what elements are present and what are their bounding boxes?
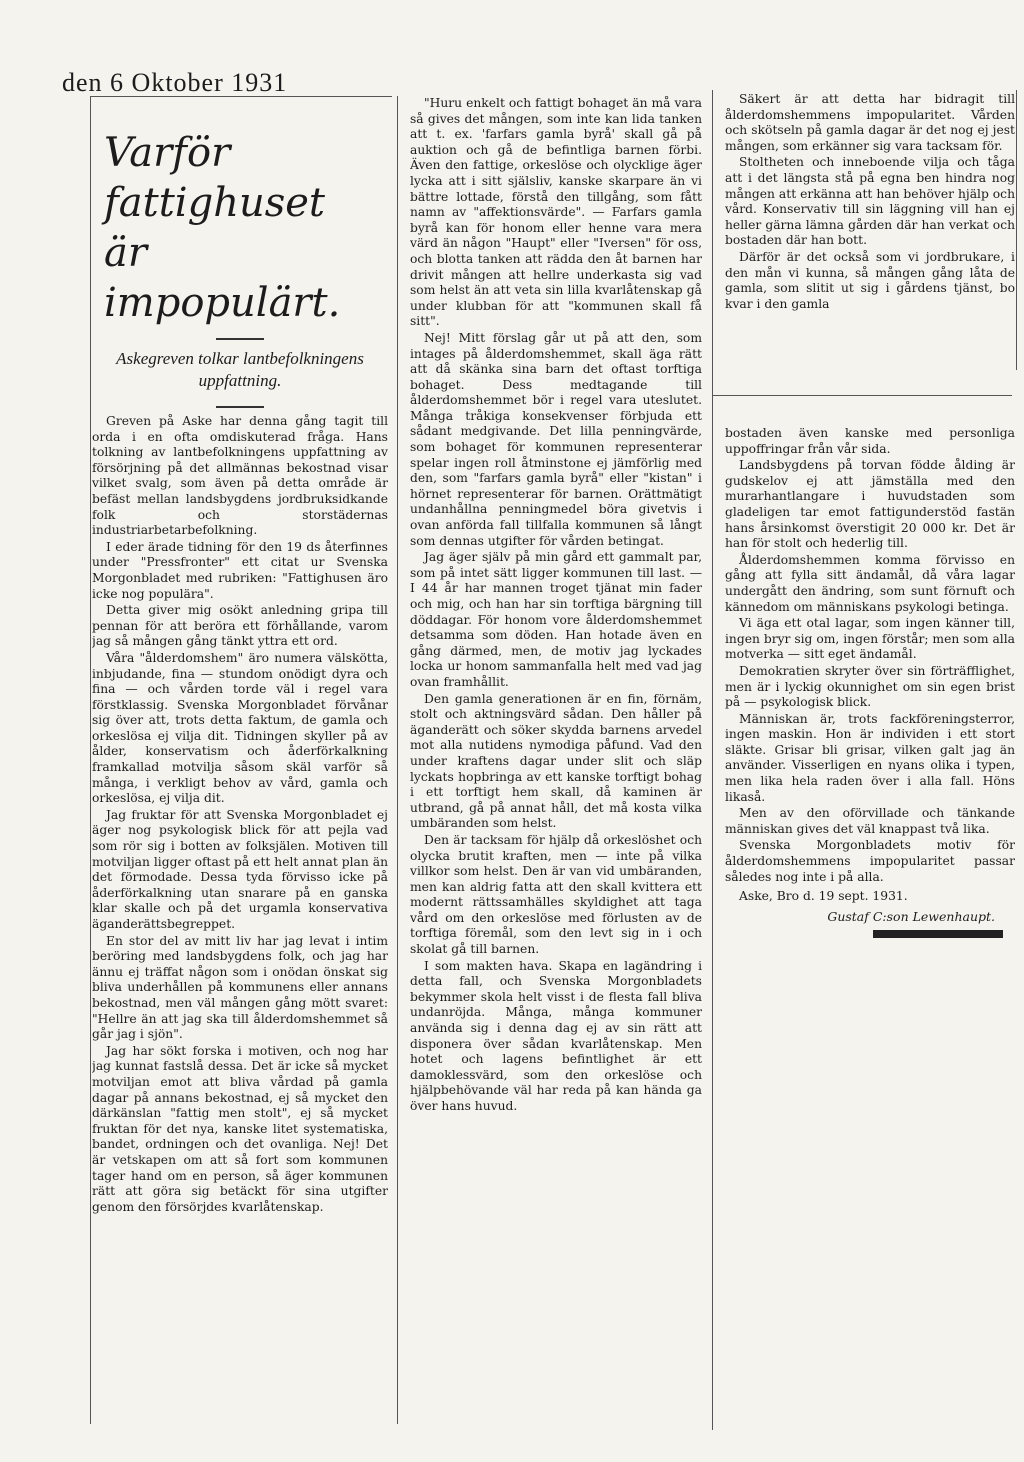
paragraph: "Huru enkelt och fattigt bohaget än må vara så gives det mången, som inte kan lida tanken att t. ex. 'farfars gamla byrå' skall gå på auktion och gå de befintliga barnen förbi. Även den fattige, orkeslöse och olycklige äger lycka att i sitt själsliv, kanske skarpare än vi bättre lottade, förstå den tillgång, som fått namn av "affektionsvärde". — Farfars gamla byrå kan för honom eller henne vara mera värd än någon "Haupt" eller "Iversen" för oss, och blotta tanken att rädda den åt barnen har drivit mången att hellre underkasta sig vad som helst än att veta sin lilla kvarlåtenskap gå under klubban för att "kommunen skall få sitt". bbox=[410, 96, 702, 329]
paragraph: Jag fruktar för att Svenska Morgonbladet ej äger nog psykologisk blick för att pejla vad som rör sig i botten av folksjälen. Motiven till motviljan ligger oftast på ett helt annat plan än det förmodade. Dessa tyda förvisso icke på åderförkalkning utan snarare på en ganska klar skalle och på det urgamla konservativa äganderättsbegreppet. bbox=[92, 807, 388, 931]
column-1 bbox=[92, 106, 388, 1424]
paragraph: En stor del av mitt liv har jag levat i intim beröring med landsbygdens folk, och jag har ännu ej träffat någon som i onödan önskat sig bliva underhållen på kommunens eller annans bekostnad, men väl mången gång mött svaret: "Hellre än att jag ska till ålderdomshemmet så går jag i sjön". bbox=[92, 933, 388, 1042]
paragraph: Nej! Mitt förslag går ut på att den, som intages på ålderdomshemmet, skall äga rätt att då skänka sina barn det oftast torftiga bohaget. Dess medtagande till ålderdomshemmet bör i regel vara uteslutet. Många tråkiga konsekvenser förbjuda ett sådant medgivande. Det lilla penningvärde, som bohaget för kommunen representerar spelar ingen roll åtminstone ej jämförlig med den, som "farfars gamla byrå" eller "kistan" i hörnet representerar för barnen. Orättmätigt undanhållna penningmedel böra givetvis i ovan anförda fall tillfalla kommunen så långt som dennas utgifter för vården betingat. bbox=[410, 330, 702, 548]
headline-line-2: är impopulärt. bbox=[104, 230, 341, 326]
paragraph: Jag äger själv på min gård ett gammalt par, som på intet sätt ligger kommunen till last. — I 44 år har mannen troget tjänat min fader och mig, och han har sin torftiga bärgning till döddagar. För honom vore ålderdomshemmet detsamma som döden. Han hotade även en gång därmed, men, de motiv jag lyckades locka ur honom sammanfalla helt med vad jag ovan framhållit. bbox=[410, 550, 702, 689]
column-rule-right bbox=[1016, 90, 1017, 370]
paragraph: Greven på Aske har denna gång tagit till orda i en ofta omdiskuterad fråga. Hans tolkning av lantbefolkningens uppfattning av försörjning på det allmännas bekostnad visar vilket svalg, som även på detta område är befäst mellan landsbygdens jordbruksidkande folk och storstädernas industriarbetarbefolkning. bbox=[92, 414, 388, 538]
paragraph: Men av den oförvillade och tänkande människan gives det väl knappast två lika. bbox=[725, 806, 1015, 836]
paragraph: Ålderdomshemmen komma förvisso en gång att fylla sitt ändamål, då våra lagar undergått den ändring, som sunt förnuft och kännedom om människans psykologi betinga. bbox=[725, 552, 1015, 614]
paragraph: Landsbygdens på torvan födde ålding är gudskelov ej att jämställa med den murarhantlangare i huvudstaden som gladeligen tar emot fattigunderstöd fastän hans årsinkomst överstigit 20 000 kr. Det är han för stolt och hederlig till. bbox=[725, 458, 1015, 551]
top-rule bbox=[90, 96, 392, 97]
column-3-top bbox=[725, 92, 1015, 372]
paragraph: Människan är, trots fackföreningsterror, ingen maskin. Hon är individen i ett stort släkte. Grisar bli grisar, vilken galt jag än använder. Visserligen en nyans olika i typen, men lika hela raden över i alla fall. Höns likaså. bbox=[725, 711, 1015, 804]
column-rule-2 bbox=[712, 90, 713, 1430]
paragraph: Detta giver mig osökt anledning gripa till pennan för att beröra ett förhållande, varom jag så mången gång tänkt yttra ett ord. bbox=[92, 603, 388, 649]
paragraph: Säkert är att detta har bidragit till ålderdomshemmens impopularitet. Vården och skötseln på gamla dagar är det nog ej jest mången, som erkänner sig vara tacksam för. bbox=[725, 92, 1015, 153]
paragraph: I eder ärade tidning för den 19 ds återfinnes under "Pressfronter" ett citat ur Svenska Morgonbladet med rubriken: "Fattighusen äro icke nog populära". bbox=[92, 539, 388, 601]
paragraph: Stoltheten och inneboende vilja och tåga att i det längsta stå på egna ben hindra nog mången att erkänna att han behöver hjälp och vård. Konservativ till sin läggning vill han ej heller gärna lämna gården där han verkat och bostaden där han bott. bbox=[725, 155, 1015, 248]
subhead-divider bbox=[216, 406, 264, 408]
paragraph: Den gamla generationen är en fin, förnäm, stolt och aktningsvärd sådan. Den håller på äganderätt och söker skydda barnens arvedel mot alla nutidens nymodiga påfund. Vad den under kraftens dagar under slit och släp lyckats hopbringa av ett kanske torftigt bohag i ett torftigt hem skall, då kaminen är utbrand, gå på annat håll, det må kosta vilka umbäranden som helst. bbox=[410, 691, 702, 831]
paragraph: Våra "ålderdomshem" äro numera välskötta, inbjudande, fina — stundom onödigt dyra och fina — och vården torde väl i regel vara förstklassig. Svenska Morgonbladet förvånar sig över att, trots detta faktum, de gamla och orkeslösa ej vilja dit. Tidningen skyller på av ålder, konservatism och åderförkalkning framkallad motvilja såsom skäl varför så många, i verkligt behov av vård, gamla och orkeslösa, ej vilja dit. bbox=[92, 650, 388, 806]
end-bar bbox=[873, 930, 1003, 938]
paragraph: Demokratien skryter över sin förträfflighet, men är i lyckig okunnighet om sin egen brist på — psykologisk blick. bbox=[725, 663, 1015, 710]
column-2 bbox=[410, 96, 702, 1430]
subheadline: Askegreven tolkar lantbefolkningens uppfattning. bbox=[116, 349, 364, 390]
column-rule-1 bbox=[397, 96, 398, 1424]
paragraph: Den är tacksam för hjälp då orkeslöshet och olycka brutit kraften, men — inte på vilka villkor som helst. Den är van vid umbäranden, men kan aldrig fatta att den skall kvittera ett modernt rättssamhälles skyldighet att taga vård om den orkeslöse med förlusten av de torftiga föremål, som den levt sig in i och skolat gå till barnen. bbox=[410, 832, 702, 957]
paragraph: Därför är det också som vi jordbrukare, i den mån vi kunna, så mången gång låta de gamla, som slitit ut sig i gårdens tjänst, bo kvar i den gamla bbox=[725, 249, 1015, 311]
paragraph: Jag har sökt forska i motiven, och nog har jag kunnat fastslå dessa. Det är icke så mycket motviljan emot att bliva vårdad på gamla dagar på annans bekostnad, ej så mycket den därkänslan "fattig men stolt", ej så mycket fruktan för det nya, kanske litet systematiska, bandet, ordningen och det ovanliga. Nej! Det är vetskapen om att så fort som kommunen tager hand om en person, så äger kommunen rätt att göra sig betäckt för sina utgifter genom den försörjdes kvarlåtenskap. bbox=[92, 1043, 388, 1214]
headline bbox=[104, 128, 388, 328]
column-3-break-rule bbox=[712, 395, 1012, 396]
paragraph: bostaden även kanske med personliga uppoffringar från vår sida. bbox=[725, 426, 1015, 456]
column-3-bottom bbox=[725, 426, 1015, 976]
column-rule-left bbox=[90, 96, 91, 1424]
signoff-place-date: Aske, Bro d. 19 sept. 1931. bbox=[739, 889, 908, 904]
dateline: den 6 Oktober 1931 bbox=[62, 68, 288, 97]
paragraph: Svenska Morgonbladets motiv för ålderdomshemmens impopularitet passar således nog inte i på alla. bbox=[725, 838, 1015, 884]
paragraph: Vi äga ett otal lagar, som ingen känner till, ingen bryr sig om, ingen förstår; men som alla motverka — sitt eget ändamål. bbox=[725, 616, 1015, 662]
author-signature: Gustaf C:son Lewenhaupt. bbox=[827, 909, 995, 925]
headline-line-1: Varför fattighuset bbox=[104, 130, 325, 226]
headline-divider bbox=[216, 338, 264, 340]
paragraph: I som makten hava. Skapa en lagändring i detta fall, och Svenska Morgonbladets bekymmer skola helt visst i de flesta fall bliva undanröjda. Många, många kommuner använda sig i denna dag ej av sin rätt att disponera över sådan kvarlåtenskap. Men hotet och lagens befintlighet är ett damoklessvärd, som den orkeslöse och hjälpbehövande väl har reda på kan hända ga över hans huvud. bbox=[410, 958, 702, 1113]
